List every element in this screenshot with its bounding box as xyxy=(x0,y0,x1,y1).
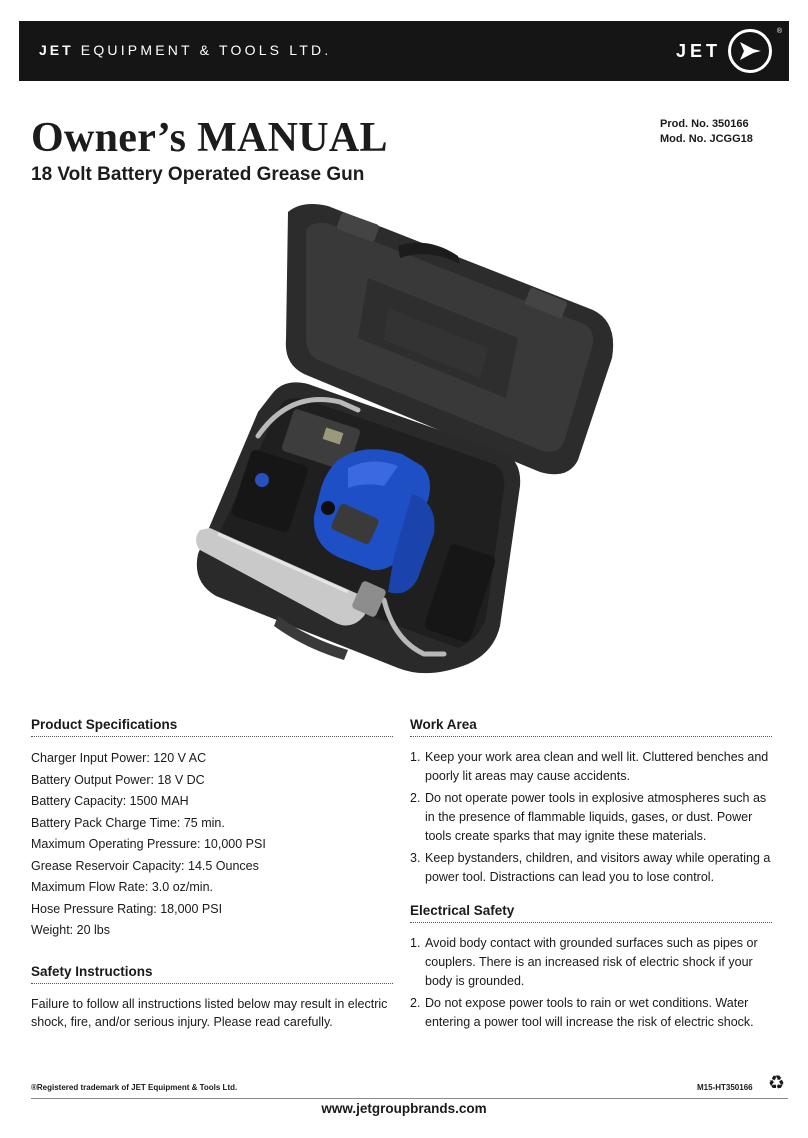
electrical-safety-heading: Electrical Safety xyxy=(410,903,772,923)
spec-item: Battery Output Power: 18 V DC xyxy=(31,772,205,787)
footer-divider xyxy=(31,1098,788,1099)
safety-instructions-text: Failure to follow all instructions listed below may result in electric shock, fire, and/or serious injury. Please read carefully. xyxy=(31,996,388,1029)
product-info xyxy=(660,117,753,147)
prod-number: Prod. No. 350166 xyxy=(660,118,749,130)
spec-item: Maximum Flow Rate: 3.0 oz/min. xyxy=(31,880,213,894)
right-column xyxy=(410,717,774,1035)
header-banner xyxy=(19,21,789,81)
logo-registered-mark: ® xyxy=(776,28,782,35)
mod-number: Mod. No. JCGG18 xyxy=(660,133,753,145)
spec-item: Battery Pack Charge Time: 75 min. xyxy=(31,815,225,830)
jet-chevron-logo-icon xyxy=(727,28,773,74)
logo-word: JET xyxy=(675,40,721,61)
work-area-heading: Work Area xyxy=(410,717,772,737)
spec-item: Hose Pressure Rating: 18,000 PSI xyxy=(31,901,223,916)
list-item: 2. Do not operate power tools in explosive atmospheres such as in the presence of flammable liquids, gases, or dust. Power tools create sparks that may ignite these materials. xyxy=(410,791,767,843)
safety-instructions-heading: Safety Instructions xyxy=(31,964,393,984)
product-photo xyxy=(188,198,628,690)
trademark-note: ®Registered trademark of JET Equipment & Tools Ltd. xyxy=(31,1083,238,1092)
spec-item: Maximum Operating Pressure: 10,000 PSI xyxy=(31,837,266,851)
spec-item: Grease Reservoir Capacity: 14.5 Ounces xyxy=(31,858,259,873)
company-name xyxy=(39,42,331,58)
list-item: 2. Do not expose power tools to rain or wet conditions. Water entering a power tool will increase the risk of electric shock. xyxy=(410,996,754,1029)
left-column xyxy=(31,717,395,1031)
page-subtitle: 18 Volt Battery Operated Grease Gun xyxy=(31,164,365,185)
jet-logo xyxy=(675,28,782,74)
electrical-safety-list xyxy=(410,934,774,1032)
page-title: Owner’s MANUAL xyxy=(31,115,388,161)
website-link[interactable]: www.jetgroupbrands.com xyxy=(321,1101,487,1116)
list-item: 1. Avoid body contact with grounded surfaces such as pipes or couplers. There is an increased risk of electric shock if your body is grounded. xyxy=(410,936,758,988)
spec-item: Battery Capacity: 1500 MAH xyxy=(31,794,189,808)
work-area-list xyxy=(410,748,774,887)
list-item: 1. Keep your work area clean and well lit. Cluttered benches and poorly lit areas may cause accidents. xyxy=(410,750,769,783)
list-item: 3. Keep bystanders, children, and visitors away while operating a power tool. Distractions can lead you to lose control. xyxy=(410,851,771,884)
document-code: M15-HT350166 xyxy=(697,1083,753,1092)
product-specifications-heading: Product Specifications xyxy=(31,717,393,737)
recycle-icon: ♻ xyxy=(768,1073,786,1094)
company-brand: JET xyxy=(39,42,74,58)
spec-item: Weight: 20 lbs xyxy=(31,923,110,937)
company-rest: EQUIPMENT & TOOLS LTD. xyxy=(80,42,332,58)
spec-item: Charger Input Power: 120 V AC xyxy=(31,751,207,765)
